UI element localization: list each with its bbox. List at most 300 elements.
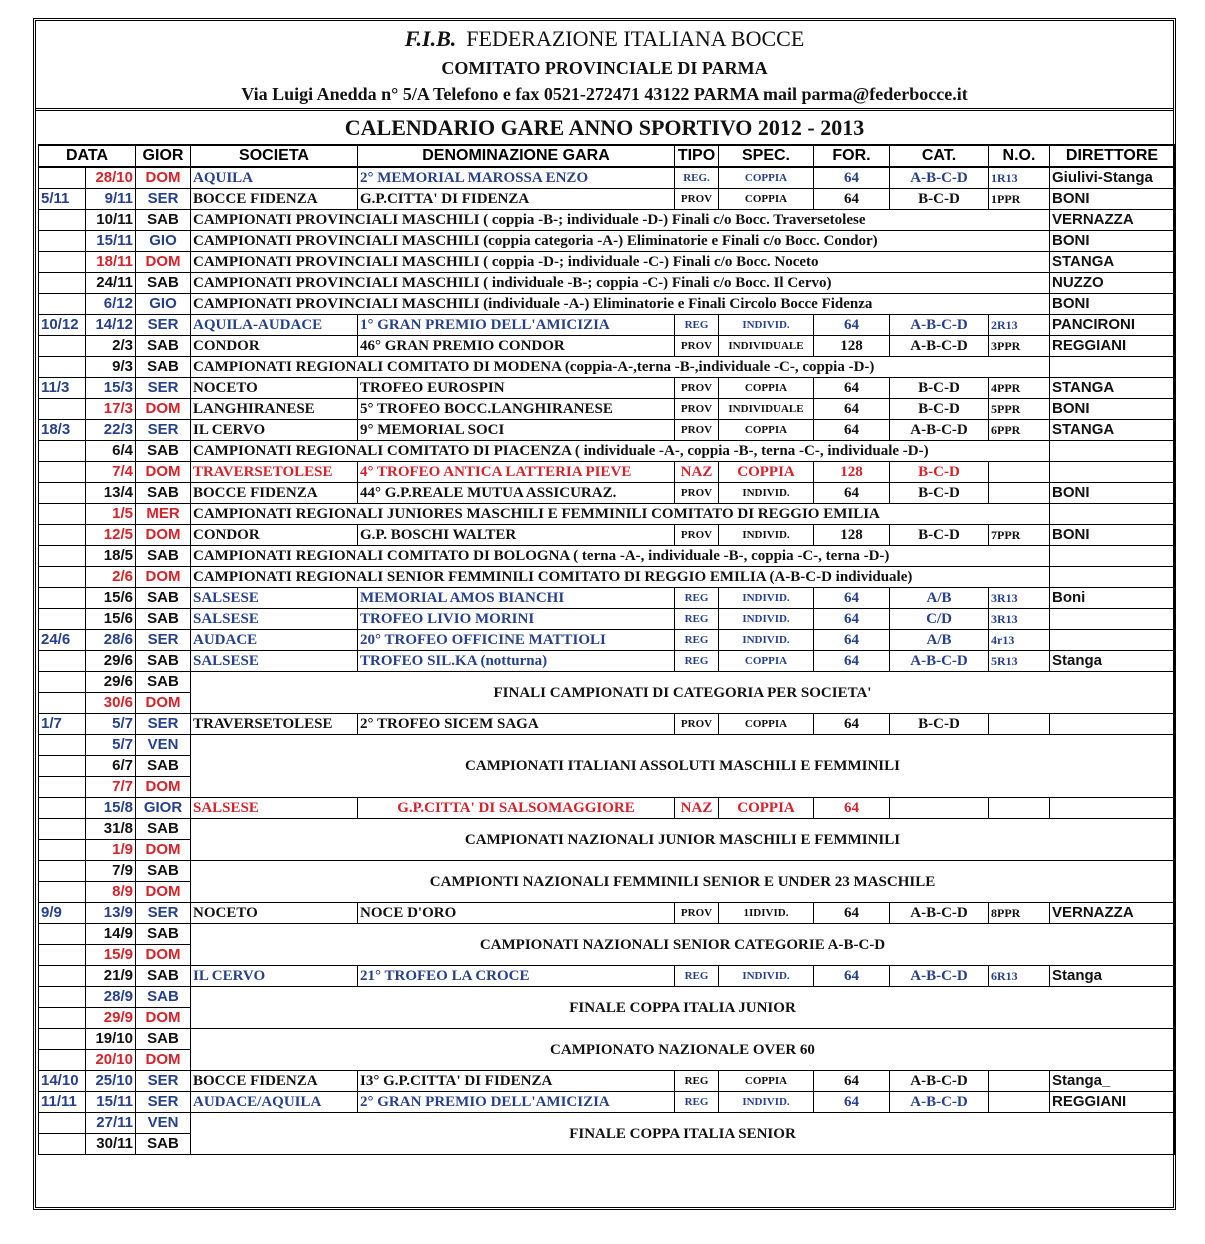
- weekday-cell: SAB: [136, 672, 191, 693]
- prior-date-cell: [39, 1113, 86, 1134]
- categoria-cell: A-B-C-D: [890, 167, 989, 189]
- spec-cell: COPPIA: [719, 167, 814, 189]
- calendar-table: [38, 144, 1175, 1155]
- weekday-cell: SAB: [136, 441, 191, 462]
- weekday-cell: DOM: [136, 167, 191, 189]
- weekday-cell: SER: [136, 315, 191, 336]
- weekday-cell: DOM: [136, 882, 191, 903]
- prior-date-cell: [39, 987, 86, 1008]
- weekday-cell: SAB: [136, 924, 191, 945]
- table-row: [39, 252, 1175, 273]
- direttore-cell: [1050, 798, 1175, 819]
- denominazione-cell: NOCE D'ORO: [358, 903, 675, 924]
- prior-date-cell: [39, 693, 86, 714]
- tipo-cell: REG: [675, 630, 719, 651]
- table-row: [39, 798, 1175, 819]
- col-header-tipo: TIPO: [675, 145, 719, 167]
- col-header-societa: SOCIETA: [191, 145, 358, 167]
- prior-date-cell: 18/3: [39, 420, 86, 441]
- societa-cell: BOCCE FIDENZA: [191, 189, 358, 210]
- date-cell: 27/11: [86, 1113, 136, 1134]
- event-description-cell: CAMPIONATI REGIONALI JUNIORES MASCHILI E FEMMINILI COMITATO DI REGGIO EMILIA: [191, 504, 1050, 525]
- categoria-cell: A-B-C-D: [890, 651, 989, 672]
- date-cell: 15/8: [86, 798, 136, 819]
- date-cell: 21/9: [86, 966, 136, 987]
- date-cell: 24/11: [86, 273, 136, 294]
- weekday-cell: SAB: [136, 210, 191, 231]
- date-cell: 1/5: [86, 504, 136, 525]
- numero-ordine-cell: 3R13: [989, 609, 1050, 630]
- date-cell: 17/3: [86, 399, 136, 420]
- weekday-cell: SAB: [136, 483, 191, 504]
- prior-date-cell: [39, 924, 86, 945]
- date-cell: 7/4: [86, 462, 136, 483]
- denominazione-cell: TROFEO SIL.KA (notturna): [358, 651, 675, 672]
- spec-cell: INDIVIDUALE: [719, 399, 814, 420]
- spec-cell: INDIVID.: [719, 630, 814, 651]
- table-row: [39, 714, 1175, 735]
- direttore-cell: STANGA: [1050, 378, 1175, 399]
- formazione-cell: 64: [814, 315, 890, 336]
- spec-cell: INDIVID.: [719, 525, 814, 546]
- prior-date-cell: [39, 567, 86, 588]
- weekday-cell: SER: [136, 1092, 191, 1113]
- spec-cell: INDIVID.: [719, 1092, 814, 1113]
- table-row: [39, 672, 1175, 693]
- date-cell: 13/9: [86, 903, 136, 924]
- categoria-cell: B-C-D: [890, 399, 989, 420]
- denominazione-cell: TROFEO EUROSPIN: [358, 378, 675, 399]
- numero-ordine-cell: 8PPR: [989, 903, 1050, 924]
- date-cell: 28/6: [86, 630, 136, 651]
- formazione-cell: 64: [814, 167, 890, 189]
- societa-cell: AUDACE: [191, 630, 358, 651]
- direttore-cell: [1050, 714, 1175, 735]
- date-cell: 5/7: [86, 735, 136, 756]
- numero-ordine-cell: 4PPR: [989, 378, 1050, 399]
- tipo-cell: REG: [675, 609, 719, 630]
- societa-cell: TRAVERSETOLESE: [191, 714, 358, 735]
- championship-block-cell: CAMPIONATO NAZIONALE OVER 60: [191, 1029, 1175, 1071]
- event-description-cell: CAMPIONATI REGIONALI COMITATO DI PIACENZA ( individuale -A-, coppia -B-, terna -C-, individuale -D-): [191, 441, 1050, 462]
- denominazione-cell: 2° GRAN PREMIO DELL'AMICIZIA: [358, 1092, 675, 1113]
- event-description-cell: CAMPIONATI PROVINCIALI MASCHILI (individuale -A-) Eliminatorie e Finali Circolo Bocce Fidenza: [191, 294, 1050, 315]
- prior-date-cell: 14/10: [39, 1071, 86, 1092]
- direttore-cell: Giulivi-Stanga: [1050, 167, 1175, 189]
- weekday-cell: SER: [136, 378, 191, 399]
- weekday-cell: SAB: [136, 357, 191, 378]
- prior-date-cell: [39, 651, 86, 672]
- direttore-cell: [1050, 567, 1175, 588]
- col-header-for: FOR.: [814, 145, 890, 167]
- prior-date-cell: [39, 672, 86, 693]
- direttore-cell: STANGA: [1050, 420, 1175, 441]
- table-row: [39, 273, 1175, 294]
- prior-date-cell: 1/7: [39, 714, 86, 735]
- date-cell: 19/10: [86, 1029, 136, 1050]
- direttore-cell: Stanga: [1050, 651, 1175, 672]
- direttore-cell: [1050, 357, 1175, 378]
- table-row: [39, 588, 1175, 609]
- formazione-cell: 128: [814, 462, 890, 483]
- formazione-cell: 64: [814, 630, 890, 651]
- denominazione-cell: G.P.CITTA' DI SALSOMAGGIORE: [358, 798, 675, 819]
- direttore-cell: VERNAZZA: [1050, 903, 1175, 924]
- event-description-cell: CAMPIONATI REGIONALI COMITATO DI MODENA (coppia-A-,terna -B-,individuale -C-, coppia -D-): [191, 357, 1050, 378]
- direttore-cell: BONI: [1050, 231, 1175, 252]
- denominazione-cell: 20° TROFEO OFFICINE MATTIOLI: [358, 630, 675, 651]
- spec-cell: COPPIA: [719, 378, 814, 399]
- date-cell: 28/9: [86, 987, 136, 1008]
- weekday-cell: SER: [136, 1071, 191, 1092]
- weekday-cell: VEN: [136, 1113, 191, 1134]
- weekday-cell: DOM: [136, 1050, 191, 1071]
- prior-date-cell: [39, 399, 86, 420]
- direttore-cell: NUZZO: [1050, 273, 1175, 294]
- societa-cell: BOCCE FIDENZA: [191, 483, 358, 504]
- event-description-cell: CAMPIONATI PROVINCIALI MASCHILI ( coppia -D-; individuale -C-) Finali c/o Bocc. Noceto: [191, 252, 1050, 273]
- date-cell: 15/11: [86, 231, 136, 252]
- direttore-cell: [1050, 462, 1175, 483]
- numero-ordine-cell: [989, 1071, 1050, 1092]
- col-header-data: DATA: [39, 145, 136, 167]
- table-row: [39, 483, 1175, 504]
- prior-date-cell: [39, 609, 86, 630]
- event-description-cell: CAMPIONATI PROVINCIALI MASCHILI ( individuale -B-; coppia -C-) Finali c/o Bocc. Il Cervo): [191, 273, 1050, 294]
- col-header-no: N.O.: [989, 145, 1050, 167]
- date-cell: 14/12: [86, 315, 136, 336]
- table-row: [39, 609, 1175, 630]
- date-cell: 12/5: [86, 525, 136, 546]
- spec-cell: COPPIA: [719, 420, 814, 441]
- numero-ordine-cell: 5PPR: [989, 399, 1050, 420]
- date-cell: 9/11: [86, 189, 136, 210]
- tipo-cell: REG: [675, 315, 719, 336]
- denominazione-cell: 21° TROFEO LA CROCE: [358, 966, 675, 987]
- numero-ordine-cell: 1PPR: [989, 189, 1050, 210]
- weekday-cell: SER: [136, 630, 191, 651]
- prior-date-cell: 11/3: [39, 378, 86, 399]
- prior-date-cell: 11/11: [39, 1092, 86, 1113]
- societa-cell: AQUILA-AUDACE: [191, 315, 358, 336]
- event-description-cell: CAMPIONATI REGIONALI COMITATO DI BOLOGNA ( terna -A-, individuale -B-, coppia -C-, terna -D-): [191, 546, 1050, 567]
- denominazione-cell: 9° MEMORIAL SOCI: [358, 420, 675, 441]
- prior-date-cell: [39, 504, 86, 525]
- categoria-cell: C/D: [890, 609, 989, 630]
- formazione-cell: 64: [814, 966, 890, 987]
- direttore-cell: BONI: [1050, 399, 1175, 420]
- tipo-cell: REG: [675, 588, 719, 609]
- prior-date-cell: [39, 861, 86, 882]
- prior-date-cell: [39, 840, 86, 861]
- championship-block-cell: CAMPIONATI ITALIANI ASSOLUTI MASCHILI E FEMMINILI: [191, 735, 1175, 798]
- prior-date-cell: [39, 756, 86, 777]
- prior-date-cell: [39, 167, 86, 189]
- formazione-cell: 64: [814, 609, 890, 630]
- championship-block-cell: CAMPIONTI NAZIONALI FEMMINILI SENIOR E UNDER 23 MASCHILE: [191, 861, 1175, 903]
- tipo-cell: REG: [675, 1071, 719, 1092]
- tipo-cell: REG.: [675, 167, 719, 189]
- numero-ordine-cell: 7PPR: [989, 525, 1050, 546]
- denominazione-cell: MEMORIAL AMOS BIANCHI: [358, 588, 675, 609]
- categoria-cell: A-B-C-D: [890, 1071, 989, 1092]
- table-row: [39, 903, 1175, 924]
- weekday-cell: SAB: [136, 609, 191, 630]
- societa-cell: AQUILA: [191, 167, 358, 189]
- denominazione-cell: 5° TROFEO BOCC.LANGHIRANESE: [358, 399, 675, 420]
- direttore-cell: REGGIANI: [1050, 1092, 1175, 1113]
- date-cell: 28/10: [86, 167, 136, 189]
- societa-cell: SALSESE: [191, 651, 358, 672]
- prior-date-cell: 5/11: [39, 189, 86, 210]
- prior-date-cell: [39, 546, 86, 567]
- tipo-cell: NAZ: [675, 462, 719, 483]
- societa-cell: NOCETO: [191, 378, 358, 399]
- date-cell: 7/9: [86, 861, 136, 882]
- federation-abbr: F.I.B.: [404, 26, 457, 51]
- tipo-cell: PROV: [675, 483, 719, 504]
- numero-ordine-cell: 6R13: [989, 966, 1050, 987]
- date-cell: 9/3: [86, 357, 136, 378]
- denominazione-cell: I3° G.P.CITTA' DI FIDENZA: [358, 1071, 675, 1092]
- tipo-cell: PROV: [675, 525, 719, 546]
- weekday-cell: SAB: [136, 1029, 191, 1050]
- date-cell: 2/3: [86, 336, 136, 357]
- prior-date-cell: [39, 777, 86, 798]
- event-description-cell: CAMPIONATI PROVINCIALI MASCHILI (coppia categoria -A-) Eliminatorie e Finali c/o Bocc. Condor): [191, 231, 1050, 252]
- date-cell: 29/6: [86, 651, 136, 672]
- prior-date-cell: [39, 819, 86, 840]
- date-cell: 6/7: [86, 756, 136, 777]
- prior-date-cell: [39, 483, 86, 504]
- weekday-cell: GIOR: [136, 798, 191, 819]
- formazione-cell: 64: [814, 588, 890, 609]
- tipo-cell: REG: [675, 1092, 719, 1113]
- col-header-gior: GIOR: [136, 145, 191, 167]
- championship-block-cell: CAMPIONATI NAZIONALI SENIOR CATEGORIE A-B-C-D: [191, 924, 1175, 966]
- weekday-cell: SAB: [136, 336, 191, 357]
- societa-cell: TRAVERSETOLESE: [191, 462, 358, 483]
- spec-cell: 1IDIVID.: [719, 903, 814, 924]
- categoria-cell: B-C-D: [890, 714, 989, 735]
- categoria-cell: A-B-C-D: [890, 315, 989, 336]
- denominazione-cell: G.P.CITTA' DI FIDENZA: [358, 189, 675, 210]
- date-cell: 1/9: [86, 840, 136, 861]
- calendar-sheet: [33, 18, 1176, 1210]
- tipo-cell: REG: [675, 966, 719, 987]
- table-row: [39, 315, 1175, 336]
- championship-block-cell: CAMPIONATI NAZIONALI JUNIOR MASCHILI E FEMMINILI: [191, 819, 1175, 861]
- weekday-cell: SER: [136, 420, 191, 441]
- prior-date-cell: [39, 462, 86, 483]
- categoria-cell: A/B: [890, 588, 989, 609]
- date-cell: 18/11: [86, 252, 136, 273]
- formazione-cell: 64: [814, 399, 890, 420]
- table-row: [39, 1113, 1175, 1134]
- formazione-cell: 64: [814, 903, 890, 924]
- numero-ordine-cell: [989, 714, 1050, 735]
- federation-name: FEDERAZIONE ITALIANA BOCCE: [466, 26, 805, 51]
- tipo-cell: PROV: [675, 399, 719, 420]
- weekday-cell: SAB: [136, 861, 191, 882]
- table-row: [39, 210, 1175, 231]
- event-description-cell: CAMPIONATI PROVINCIALI MASCHILI ( coppia -B-; individuale -D-) Finali c/o Bocc. Traversetolese: [191, 210, 1050, 231]
- table-row: [39, 357, 1175, 378]
- societa-cell: NOCETO: [191, 903, 358, 924]
- denominazione-cell: 4° TROFEO ANTICA LATTERIA PIEVE: [358, 462, 675, 483]
- spec-cell: COPPIA: [719, 798, 814, 819]
- denominazione-cell: 1° GRAN PREMIO DELL'AMICIZIA: [358, 315, 675, 336]
- col-header-cat: CAT.: [890, 145, 989, 167]
- weekday-cell: DOM: [136, 399, 191, 420]
- table-row: [39, 504, 1175, 525]
- direttore-cell: [1050, 546, 1175, 567]
- prior-date-cell: 10/12: [39, 315, 86, 336]
- direttore-cell: VERNAZZA: [1050, 210, 1175, 231]
- categoria-cell: B-C-D: [890, 462, 989, 483]
- numero-ordine-cell: 2R13: [989, 315, 1050, 336]
- prior-date-cell: [39, 210, 86, 231]
- categoria-cell: B-C-D: [890, 525, 989, 546]
- direttore-cell: PANCIRONI: [1050, 315, 1175, 336]
- categoria-cell: B-C-D: [890, 378, 989, 399]
- categoria-cell: A-B-C-D: [890, 336, 989, 357]
- formazione-cell: 64: [814, 189, 890, 210]
- categoria-cell: A-B-C-D: [890, 903, 989, 924]
- table-row: [39, 189, 1175, 210]
- direttore-cell: [1050, 609, 1175, 630]
- date-cell: 31/8: [86, 819, 136, 840]
- prior-date-cell: [39, 336, 86, 357]
- weekday-cell: SER: [136, 903, 191, 924]
- table-row: [39, 567, 1175, 588]
- prior-date-cell: [39, 882, 86, 903]
- table-row: [39, 167, 1175, 189]
- direttore-cell: BONI: [1050, 525, 1175, 546]
- direttore-cell: Boni: [1050, 588, 1175, 609]
- weekday-cell: DOM: [136, 1008, 191, 1029]
- prior-date-cell: [39, 1134, 86, 1155]
- committee-title: COMITATO PROVINCIALE DI PARMA: [441, 58, 768, 78]
- formazione-cell: 64: [814, 1092, 890, 1113]
- date-cell: 10/11: [86, 210, 136, 231]
- weekday-cell: SAB: [136, 987, 191, 1008]
- table-row: [39, 462, 1175, 483]
- prior-date-cell: [39, 945, 86, 966]
- tipo-cell: PROV: [675, 903, 719, 924]
- table-row: [39, 1092, 1175, 1113]
- formazione-cell: 64: [814, 420, 890, 441]
- weekday-cell: DOM: [136, 252, 191, 273]
- championship-block-cell: FINALI CAMPIONATI DI CATEGORIA PER SOCIETA': [191, 672, 1175, 714]
- formazione-cell: 64: [814, 714, 890, 735]
- weekday-cell: GIO: [136, 231, 191, 252]
- prior-date-cell: [39, 357, 86, 378]
- tipo-cell: PROV: [675, 189, 719, 210]
- spec-cell: INDIVID.: [719, 588, 814, 609]
- prior-date-cell: [39, 252, 86, 273]
- championship-block-cell: FINALE COPPA ITALIA JUNIOR: [191, 987, 1175, 1029]
- table-row: [39, 336, 1175, 357]
- tipo-cell: PROV: [675, 378, 719, 399]
- direttore-cell: Stanga_: [1050, 1071, 1175, 1092]
- date-cell: 15/3: [86, 378, 136, 399]
- direttore-cell: BONI: [1050, 189, 1175, 210]
- date-cell: 5/7: [86, 714, 136, 735]
- table-row: [39, 441, 1175, 462]
- denominazione-cell: TROFEO LIVIO MORINI: [358, 609, 675, 630]
- weekday-cell: SAB: [136, 756, 191, 777]
- societa-cell: CONDOR: [191, 525, 358, 546]
- weekday-cell: SAB: [136, 546, 191, 567]
- table-header-row: [39, 145, 1175, 167]
- date-cell: 20/10: [86, 1050, 136, 1071]
- table-row: [39, 525, 1175, 546]
- formazione-cell: 64: [814, 1071, 890, 1092]
- date-cell: 7/7: [86, 777, 136, 798]
- societa-cell: LANGHIRANESE: [191, 399, 358, 420]
- weekday-cell: VEN: [136, 735, 191, 756]
- societa-cell: SALSESE: [191, 798, 358, 819]
- numero-ordine-cell: [989, 483, 1050, 504]
- col-header-denominazione: DENOMINAZIONE GARA: [358, 145, 675, 167]
- numero-ordine-cell: 1R13: [989, 167, 1050, 189]
- direttore-cell: [1050, 441, 1175, 462]
- societa-cell: AUDACE/AQUILA: [191, 1092, 358, 1113]
- prior-date-cell: [39, 441, 86, 462]
- numero-ordine-cell: 3R13: [989, 588, 1050, 609]
- event-description-cell: CAMPIONATI REGIONALI SENIOR FEMMINILI COMITATO DI REGGIO EMILIA (A-B-C-D individuale): [191, 567, 1050, 588]
- date-cell: 13/4: [86, 483, 136, 504]
- denominazione-cell: 2° TROFEO SICEM SAGA: [358, 714, 675, 735]
- table-row: [39, 294, 1175, 315]
- table-row: [39, 630, 1175, 651]
- numero-ordine-cell: 3PPR: [989, 336, 1050, 357]
- prior-date-cell: 9/9: [39, 903, 86, 924]
- table-row: [39, 399, 1175, 420]
- denominazione-cell: 2° MEMORIAL MAROSSA ENZO: [358, 167, 675, 189]
- categoria-cell: A-B-C-D: [890, 420, 989, 441]
- spec-cell: COPPIA: [719, 1071, 814, 1092]
- prior-date-cell: [39, 735, 86, 756]
- table-row: [39, 231, 1175, 252]
- weekday-cell: SAB: [136, 273, 191, 294]
- championship-block-cell: FINALE COPPA ITALIA SENIOR: [191, 1113, 1175, 1155]
- weekday-cell: DOM: [136, 777, 191, 798]
- categoria-cell: B-C-D: [890, 189, 989, 210]
- societa-cell: SALSESE: [191, 609, 358, 630]
- table-row: [39, 861, 1175, 882]
- table-row: [39, 546, 1175, 567]
- weekday-cell: MER: [136, 504, 191, 525]
- tipo-cell: REG: [675, 651, 719, 672]
- spec-cell: COPPIA: [719, 189, 814, 210]
- weekday-cell: DOM: [136, 693, 191, 714]
- categoria-cell: [890, 798, 989, 819]
- committee-address: Via Luigi Anedda n° 5/A Telefono e fax 0521-272471 43122 PARMA mail parma@federbocce.it: [241, 84, 968, 104]
- date-cell: 8/9: [86, 882, 136, 903]
- formazione-cell: 64: [814, 798, 890, 819]
- direttore-cell: BONI: [1050, 483, 1175, 504]
- table-row: [39, 378, 1175, 399]
- table-row: [39, 1029, 1175, 1050]
- col-header-spec: SPEC.: [719, 145, 814, 167]
- formazione-cell: 128: [814, 525, 890, 546]
- date-cell: 6/4: [86, 441, 136, 462]
- table-row: [39, 819, 1175, 840]
- date-cell: 6/12: [86, 294, 136, 315]
- calendar-title: CALENDARIO GARE ANNO SPORTIVO 2012 - 2013: [344, 115, 865, 140]
